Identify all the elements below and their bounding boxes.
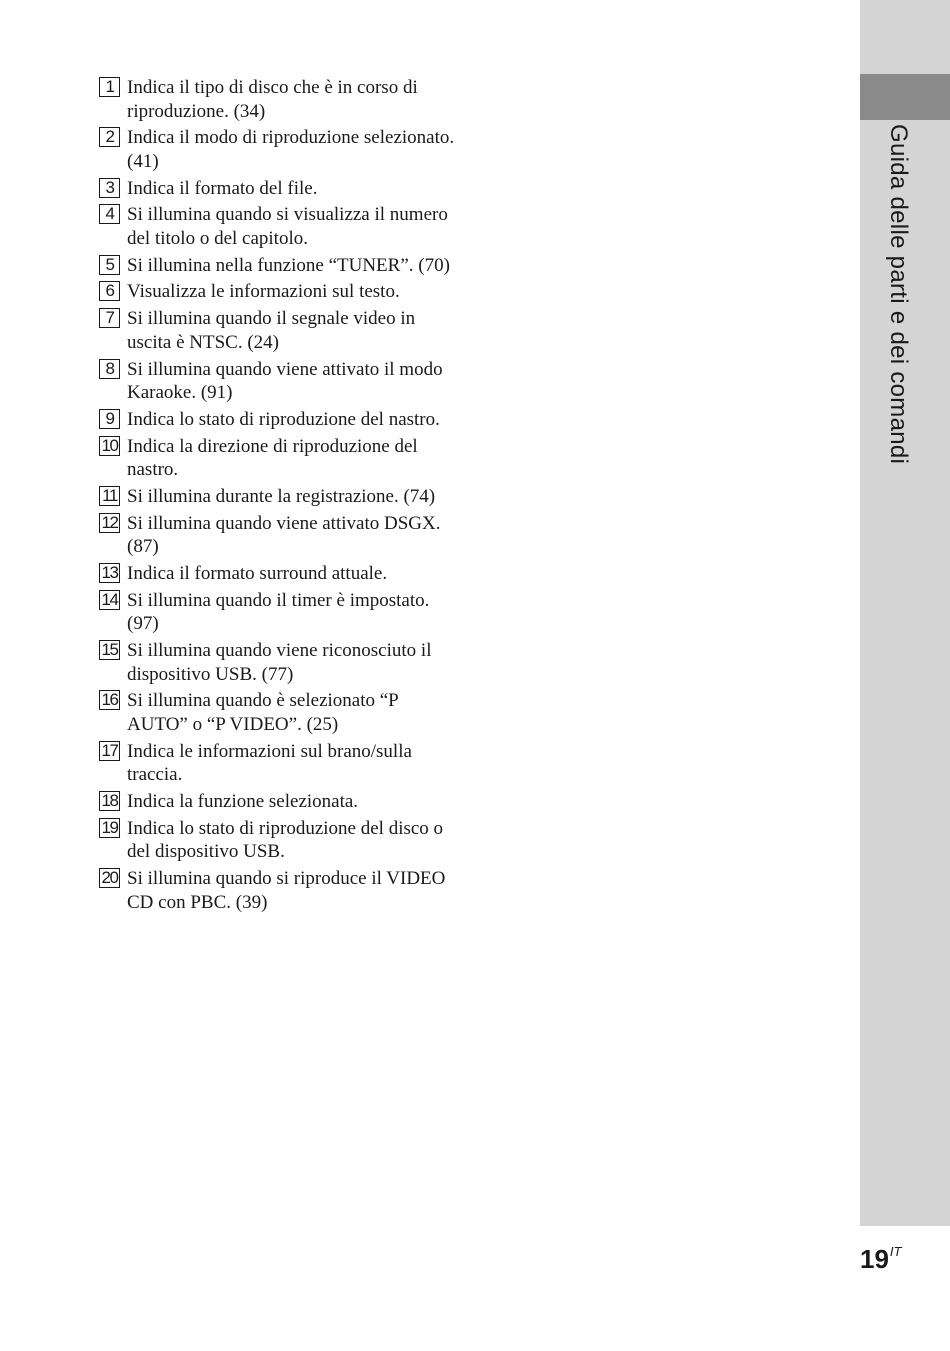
list-item: [99, 307, 459, 354]
item-number-box: 6: [99, 281, 120, 301]
item-text: Si illumina quando viene attivato il modo Karaoke. (91): [127, 358, 443, 404]
item-text: Visualizza le informazioni sul testo.: [127, 281, 400, 303]
item-number-box: 10: [99, 436, 120, 456]
item-number-box: 19: [99, 818, 120, 838]
item-text: Indica lo stato di riproduzione del nastro.: [127, 408, 440, 430]
list-item: [99, 689, 459, 736]
item-text: Si illumina durante la registrazione. (74): [127, 485, 436, 507]
item-text: Si illumina quando si visualizza il numero del titolo o del capitolo.: [127, 204, 448, 249]
item-text: Si illumina quando si riproduce il VIDEO CD con PBC. (39): [127, 868, 446, 913]
item-number-box: 17: [99, 741, 120, 761]
item-number-box: 8: [99, 359, 120, 379]
item-text: Indica il tipo di disco che è in corso di riproduzione. (34): [127, 77, 418, 122]
item-text: Indica il formato del file.: [127, 177, 318, 199]
list-item: [99, 358, 459, 405]
list-item: [99, 639, 459, 686]
item-number-box: 3: [99, 178, 120, 198]
item-number-box: 16: [99, 690, 120, 710]
item-text: Si illumina quando il timer è impostato. (97): [127, 589, 430, 635]
item-text: Indica il modo di riproduzione selezionato. (41): [127, 127, 455, 172]
item-text: Si illumina quando il segnale video in uscita è NTSC. (24): [127, 308, 416, 353]
item-text: Indica il formato surround attuale.: [127, 563, 388, 585]
item-text: Indica le informazioni sul brano/sulla traccia.: [127, 740, 412, 786]
list-item: [99, 203, 459, 250]
item-number-box: 14: [99, 590, 120, 610]
page-language-code: IT: [889, 1244, 902, 1259]
list-item: [99, 76, 459, 123]
item-number-box: 1: [99, 77, 120, 97]
item-text: Indica la direzione di riproduzione del nastro.: [127, 435, 418, 481]
item-number-box: 7: [99, 308, 120, 328]
list-item: [99, 408, 459, 432]
list-item: [99, 589, 459, 636]
item-number-box: 4: [99, 204, 120, 224]
list-item: [99, 254, 459, 278]
item-text: Si illumina quando viene attivato DSGX. (87): [127, 512, 441, 558]
item-number-box: 5: [99, 255, 120, 275]
list-item: [99, 740, 459, 787]
item-number-box: 12: [99, 513, 120, 533]
page-number: [860, 1244, 901, 1275]
list-item: [99, 512, 459, 559]
section-title: Guida delle parti e dei comandi: [885, 124, 912, 465]
list-item: [99, 790, 459, 814]
item-text: Indica lo stato di riproduzione del disco o del dispositivo USB.: [127, 817, 444, 863]
list-item: [99, 126, 459, 173]
list-item: [99, 817, 459, 864]
item-number-box: 2: [99, 127, 120, 147]
item-text: Indica la funzione selezionata.: [127, 791, 359, 813]
list-item: [99, 562, 459, 586]
list-item: [99, 177, 459, 201]
list-item: [99, 485, 459, 509]
item-text: Si illumina nella funzione “TUNER”. (70): [127, 254, 450, 276]
list-item: [99, 435, 459, 482]
item-number-box: 18: [99, 791, 120, 811]
display-indicator-list: [99, 76, 459, 917]
item-number-box: 9: [99, 409, 120, 429]
item-number-box: 13: [99, 563, 120, 583]
page-number-value: 19: [860, 1244, 889, 1274]
item-text: Si illumina quando viene riconosciuto il dispositivo USB. (77): [127, 640, 432, 685]
item-number-box: 20: [99, 868, 120, 888]
list-item: [99, 280, 459, 304]
item-text: Si illumina quando è selezionato “P AUTO” o “P VIDEO”. (25): [127, 690, 399, 735]
list-item: [99, 867, 459, 914]
section-tab-marker: [860, 74, 950, 120]
item-number-box: 11: [99, 486, 120, 506]
item-number-box: 15: [99, 640, 120, 660]
